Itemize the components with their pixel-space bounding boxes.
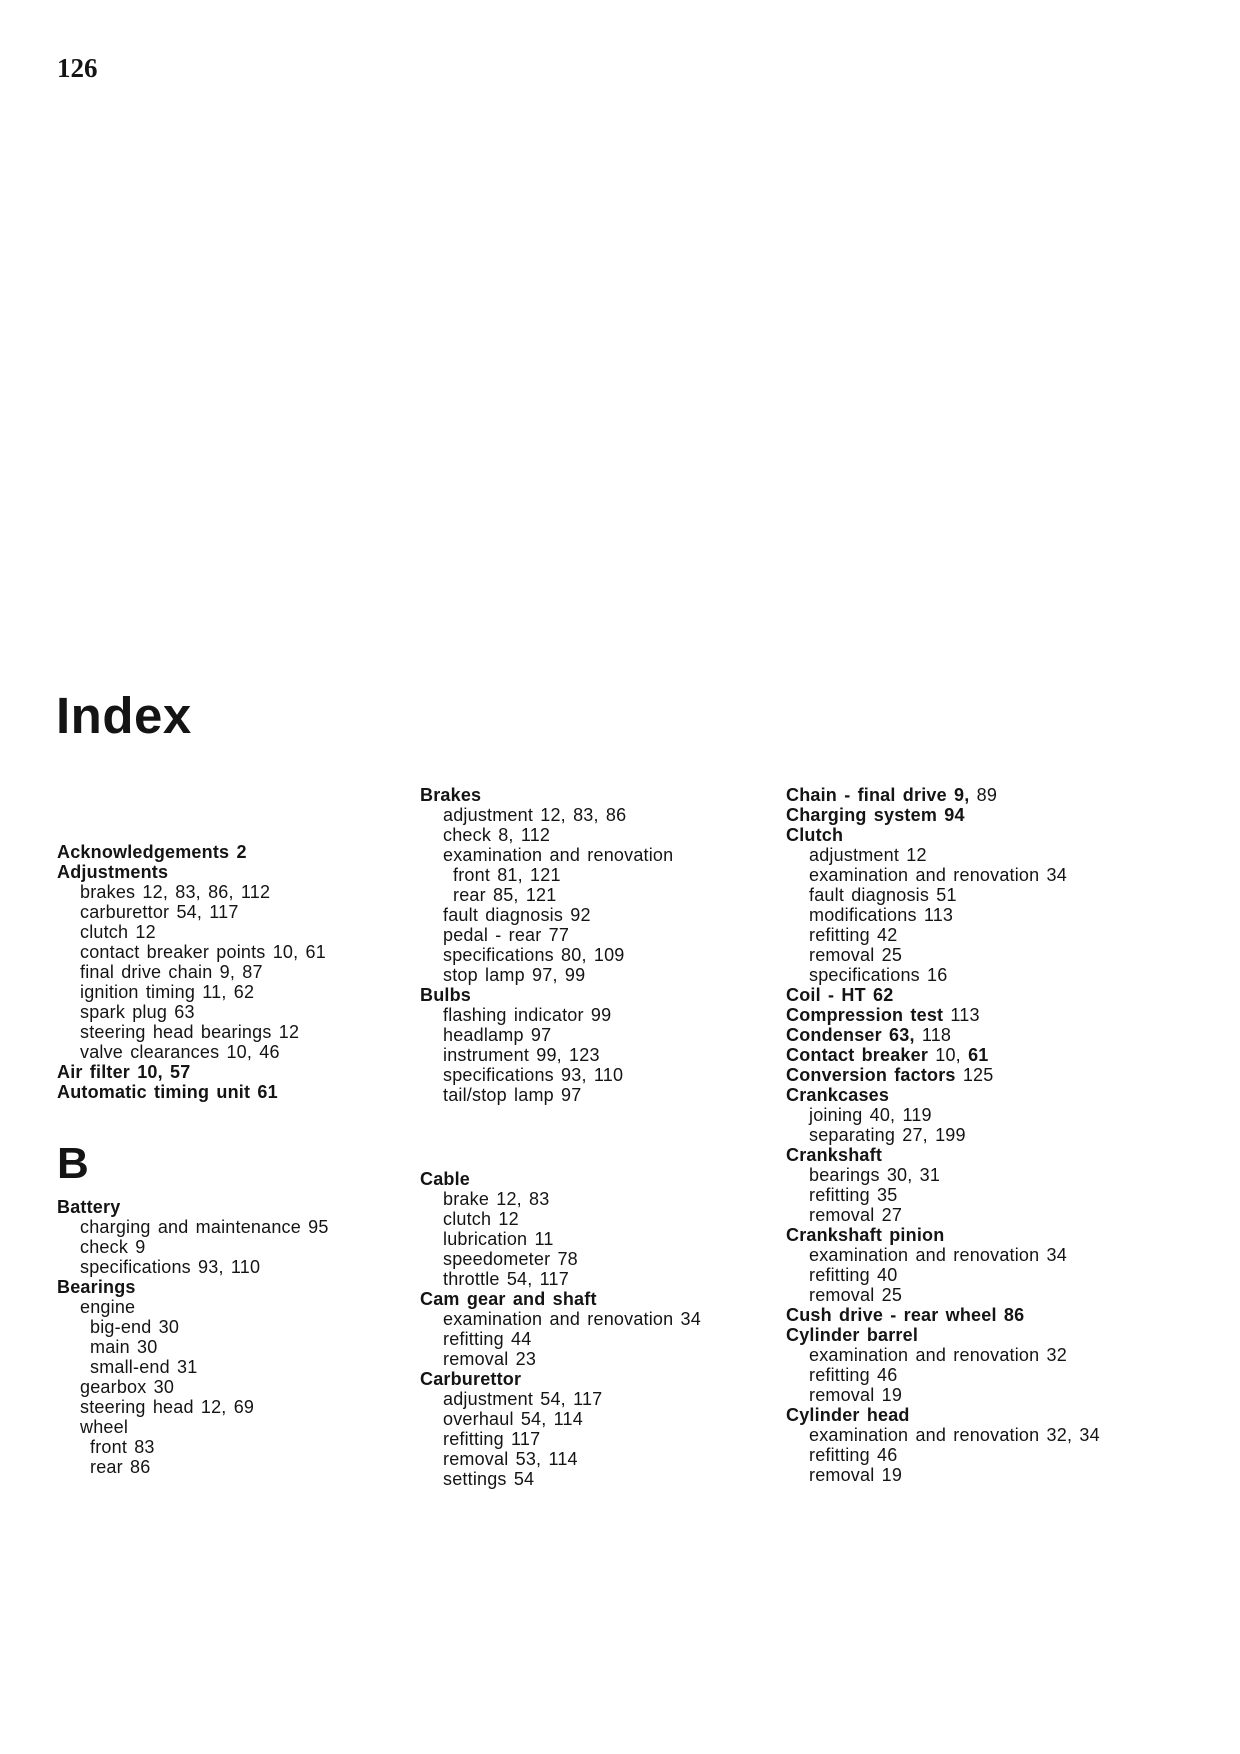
index-entry-text: tail/stop lamp 97 [443, 1085, 582, 1105]
index-entry-text: examination and renovation 34 [809, 865, 1067, 885]
index-entry-text: refitting 46 [809, 1365, 898, 1385]
index-entry-text: small-end 31 [90, 1357, 198, 1377]
section-letter: B [57, 1139, 90, 1188]
index-entry-text: headlamp 97 [443, 1025, 552, 1045]
index-entry-text: specifications 16 [809, 965, 948, 985]
index-entry [57, 1317, 417, 1337]
index-entry [420, 1249, 780, 1269]
index-entry-term: Contact breaker [786, 1045, 929, 1065]
index-entry [786, 1245, 1216, 1265]
index-entry [420, 845, 780, 865]
index-entry-text: separating 27, 199 [809, 1125, 966, 1145]
index-entry-term: Chain - final drive 9, [786, 785, 970, 805]
index-entry [420, 1169, 780, 1189]
index-entry [786, 1125, 1216, 1145]
index-entry-term: Charging system 94 [786, 805, 965, 825]
index-entry [420, 1409, 780, 1429]
index-entry [57, 1397, 417, 1417]
index-entry-text: brake 12, 83 [443, 1189, 550, 1209]
index-entry [786, 925, 1216, 945]
index-entry-term: Adjustments [57, 862, 169, 882]
index-entry-term: Compression test [786, 1005, 944, 1025]
index-entry [786, 905, 1216, 925]
index-entry [57, 1417, 417, 1437]
index-entry [420, 1449, 780, 1469]
index-entry [57, 1082, 417, 1102]
index-entry-term: Cable [420, 1169, 471, 1189]
index-entry-term: Bearings [57, 1277, 136, 1297]
index-entry [786, 1285, 1216, 1305]
index-entry-text: overhaul 54, 114 [443, 1409, 583, 1429]
index-entry [786, 1365, 1216, 1385]
index-entry-text: removal 53, 114 [443, 1449, 578, 1469]
index-entry-text: refitting 44 [443, 1329, 532, 1349]
index-column-chain-cylinder [786, 785, 1216, 1485]
index-entry-text: 89 [969, 785, 998, 805]
index-entry-text: check 9 [80, 1237, 146, 1257]
index-entry [786, 1025, 1216, 1045]
index-entry [786, 1385, 1216, 1405]
index-entry-text: 10, [928, 1045, 961, 1065]
index-entry-term: Conversion factors [786, 1065, 956, 1085]
index-entry-text: removal 19 [809, 1465, 903, 1485]
index-entry-text: specifications 80, 109 [443, 945, 625, 965]
page-title: Index [56, 687, 192, 744]
index-entry [57, 1197, 417, 1217]
index-entry [420, 1209, 780, 1229]
index-entry-text: steering head 12, 69 [80, 1397, 255, 1417]
index-entry [57, 1437, 417, 1457]
index-entry-text: adjustment 12 [809, 845, 927, 865]
index-entry-text: speedometer 78 [443, 1249, 578, 1269]
index-entry-text: engine [80, 1297, 136, 1317]
index-entry-text: pedal - rear 77 [443, 925, 570, 945]
index-entry [786, 825, 1216, 845]
index-entry-text: charging and maintenance 95 [80, 1217, 329, 1237]
index-entry-term: Acknowledgements 2 [57, 842, 247, 862]
index-entry-text: modifications 113 [809, 905, 954, 925]
index-entry-text: 125 [955, 1065, 994, 1085]
index-entry [786, 1005, 1216, 1025]
index-entry [786, 1345, 1216, 1365]
index-entry [786, 1445, 1216, 1465]
index-entry [57, 1257, 417, 1277]
index-entry-text: front 83 [90, 1437, 155, 1457]
index-entry [786, 1045, 1216, 1065]
index-entry-text: examination and renovation 34 [443, 1309, 701, 1329]
index-entry [786, 785, 1216, 805]
index-entry-term: Crankshaft [786, 1145, 883, 1165]
index-entry [420, 1389, 780, 1409]
index-entry-text: carburettor 54, 117 [80, 902, 239, 922]
index-entry-text: fault diagnosis 92 [443, 905, 591, 925]
index-entry [420, 1045, 780, 1065]
index-entry [57, 1022, 417, 1042]
index-entry [786, 1065, 1216, 1085]
index-entry [786, 1225, 1216, 1245]
index-entry [57, 1062, 417, 1082]
section-gap [420, 1105, 780, 1169]
index-entry [57, 862, 417, 882]
index-entry-text: steering head bearings 12 [80, 1022, 300, 1042]
index-entry-text: main 30 [90, 1337, 158, 1357]
index-entry-text: clutch 12 [443, 1209, 519, 1229]
index-entry-text: check 8, 112 [443, 825, 551, 845]
index-entry-term: Clutch [786, 825, 844, 845]
index-entry-term: Carburettor [420, 1369, 522, 1389]
index-entry-text: gearbox 30 [80, 1377, 175, 1397]
index-entry-text: 113 [943, 1005, 980, 1025]
index-entry [786, 1205, 1216, 1225]
index-entry [786, 1405, 1216, 1425]
index-entry [786, 1465, 1216, 1485]
index-entry-text: flashing indicator 99 [443, 1005, 612, 1025]
index-entry-text: final drive chain 9, 87 [80, 962, 263, 982]
index-entry [57, 922, 417, 942]
index-entry [57, 1337, 417, 1357]
index-entry-text: ignition timing 11, 62 [80, 982, 255, 1002]
index-entry [786, 945, 1216, 965]
index-entry-text: refitting 35 [809, 1185, 898, 1205]
index-entry [57, 1297, 417, 1317]
index-entry [57, 1457, 417, 1477]
index-entry-text: front 81, 121 [453, 865, 561, 885]
index-entry [786, 1265, 1216, 1285]
index-entry-text: bearings 30, 31 [809, 1165, 941, 1185]
index-entry [420, 1269, 780, 1289]
index-entry-text: wheel [80, 1417, 129, 1437]
index-entry-text: removal 23 [443, 1349, 537, 1369]
index-entry [57, 1002, 417, 1022]
index-entry-text: removal 25 [809, 945, 903, 965]
index-entry [420, 1369, 780, 1389]
index-entry-text: examination and renovation 32, 34 [809, 1425, 1100, 1445]
index-entry [786, 885, 1216, 905]
index-entry [786, 845, 1216, 865]
index-entry [420, 1085, 780, 1105]
index-entry-text: valve clearances 10, 46 [80, 1042, 280, 1062]
index-entry [786, 1305, 1216, 1325]
index-entry [420, 1289, 780, 1309]
index-entry-term: Automatic timing unit 61 [57, 1082, 278, 1102]
index-entry [420, 1309, 780, 1329]
index-entry [786, 1085, 1216, 1105]
index-entry [420, 1429, 780, 1449]
index-entry-text: 118 [914, 1025, 952, 1045]
index-entry-term: 61 [960, 1045, 989, 1065]
index-entry [57, 902, 417, 922]
index-entry-term: Battery [57, 1197, 121, 1217]
index-entry [57, 882, 417, 902]
index-entry [57, 982, 417, 1002]
index-entry [420, 1189, 780, 1209]
index-entry [786, 1185, 1216, 1205]
index-entry [420, 1329, 780, 1349]
index-entry-term: Cylinder barrel [786, 1325, 919, 1345]
index-entry [786, 1165, 1216, 1185]
index-entry [420, 985, 780, 1005]
page-number: 126 [57, 53, 98, 83]
index-entry-text: joining 40, 119 [809, 1105, 932, 1125]
index-entry-text: rear 85, 121 [453, 885, 557, 905]
index-entry [57, 1277, 417, 1297]
index-entry [57, 1042, 417, 1062]
index-entry-text: removal 27 [809, 1205, 903, 1225]
index-entry [786, 865, 1216, 885]
index-entry-term: Brakes [420, 785, 482, 805]
index-entry [786, 805, 1216, 825]
index-entry-term: Crankcases [786, 1085, 890, 1105]
index-entry [420, 905, 780, 925]
index-entry [57, 1217, 417, 1237]
index-entry-text: rear 86 [90, 1457, 151, 1477]
index-entry-text: adjustment 54, 117 [443, 1389, 603, 1409]
index-entry-text: examination and renovation 32 [809, 1345, 1067, 1365]
index-entry-text: brakes 12, 83, 86, 112 [80, 882, 271, 902]
index-entry [57, 1237, 417, 1257]
index-entry [57, 1377, 417, 1397]
index-entry-text: instrument 99, 123 [443, 1045, 600, 1065]
index-entry [420, 1005, 780, 1025]
index-entry [786, 985, 1216, 1005]
index-entry [420, 1229, 780, 1249]
index-entry [57, 962, 417, 982]
index-entry [420, 805, 780, 825]
index-entry-text: examination and renovation 34 [809, 1245, 1067, 1265]
index-entry [786, 1105, 1216, 1125]
index-entry-text: refitting 40 [809, 1265, 898, 1285]
index-entry-term: Crankshaft pinion [786, 1225, 945, 1245]
index-entry [420, 1349, 780, 1369]
index-entry-text: adjustment 12, 83, 86 [443, 805, 627, 825]
index-entry [786, 965, 1216, 985]
index-entry [420, 865, 780, 885]
index-entry-term: Condenser 63, [786, 1025, 915, 1045]
index-entry-term: Bulbs [420, 985, 472, 1005]
index-entry-text: spark plug 63 [80, 1002, 195, 1022]
index-entry-text: refitting 117 [443, 1429, 541, 1449]
index-entry-text: refitting 46 [809, 1445, 898, 1465]
index-entry-term: Cam gear and shaft [420, 1289, 597, 1309]
index-entry-text: big-end 30 [90, 1317, 180, 1337]
index-entry [786, 1145, 1216, 1165]
index-entry-term: Cush drive - rear wheel 86 [786, 1305, 1025, 1325]
index-entry-text: clutch 12 [80, 922, 156, 942]
index-entry-text: fault diagnosis 51 [809, 885, 957, 905]
index-entry [420, 1065, 780, 1085]
index-entry [57, 1357, 417, 1377]
index-entry-text: removal 25 [809, 1285, 903, 1305]
index-entry-text: stop lamp 97, 99 [443, 965, 586, 985]
index-entry-text: removal 19 [809, 1385, 903, 1405]
index-entry-text: specifications 93, 110 [443, 1065, 624, 1085]
index-entry-text: settings 54 [443, 1469, 535, 1489]
index-entry [420, 1025, 780, 1045]
index-entry [420, 785, 780, 805]
index-entry-text: lubrication 11 [443, 1229, 554, 1249]
index-entry [57, 942, 417, 962]
index-entry [420, 885, 780, 905]
index-column-brakes-carburettor [420, 785, 780, 1489]
index-entry [420, 965, 780, 985]
index-entry-text: refitting 42 [809, 925, 898, 945]
index-entry [420, 925, 780, 945]
index-entry-term: Coil - HT 62 [786, 985, 894, 1005]
index-entry-text: specifications 93, 110 [80, 1257, 261, 1277]
index-entry [420, 825, 780, 845]
index-entry [420, 1469, 780, 1489]
index-entry-term: Air filter 10, 57 [57, 1062, 191, 1082]
index-entry [786, 1325, 1216, 1345]
index-entry [786, 1425, 1216, 1445]
index-entry-text: examination and renovation [443, 845, 674, 865]
index-entry [420, 945, 780, 965]
index-entry-text: contact breaker points 10, 61 [80, 942, 326, 962]
index-column-a-b [57, 842, 417, 1477]
index-entry-term: Cylinder head [786, 1405, 910, 1425]
index-entry [57, 842, 417, 862]
index-entry-text: throttle 54, 117 [443, 1269, 569, 1289]
